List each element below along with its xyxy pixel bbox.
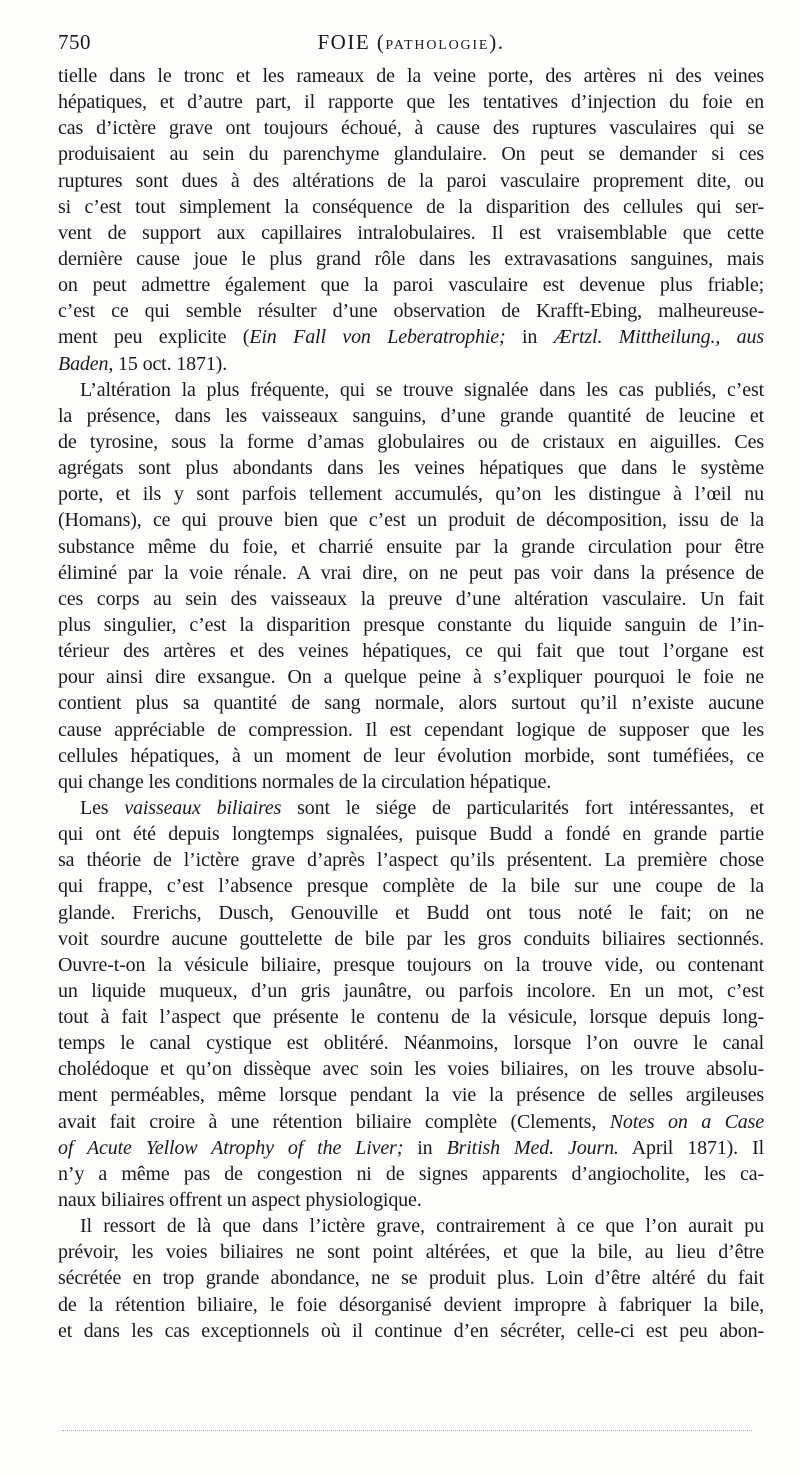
text-line	[58, 481, 764, 507]
text-segment: c’est ce qui semble résulter d’une observation de Krafft-Ebing, malheureuse-	[58, 300, 764, 323]
italic-segment: of Acute Yellow Atrophy of the Liver;	[58, 1136, 404, 1159]
text-segment: plus singulier, c’est la disparition presque constante du liquide sanguin de l’in-	[58, 613, 764, 636]
text-segment: ment perméables, même lorsque pendant la vie la présence de selles argileuses	[58, 1084, 764, 1107]
italic-segment: vaisseaux biliaires	[124, 796, 282, 819]
text-line	[58, 900, 764, 926]
text-segment: Les	[80, 796, 125, 819]
text-line	[58, 1292, 764, 1318]
text-line	[58, 194, 764, 220]
running-title-main: FOIE (	[317, 30, 386, 54]
text-segment: qui ont été depuis longtemps signalées, puisque Budd a fondé en grande partie	[58, 823, 764, 846]
text-line	[58, 507, 764, 533]
text-segment: ruptures sont dues à des altérations de la paroi vasculaire proprement dite, ou	[58, 169, 764, 192]
text-segment: in	[403, 1136, 447, 1159]
text-segment: hépatiques, et d’autre part, il rapporte que les tentatives d’injection du foie en	[58, 91, 764, 114]
text-line	[58, 115, 764, 141]
text-line	[58, 1318, 764, 1344]
body-text	[58, 63, 764, 1344]
text-line	[58, 873, 764, 899]
text-line	[58, 403, 764, 429]
text-line	[58, 534, 764, 560]
text-line	[58, 89, 764, 115]
text-line	[58, 1109, 764, 1135]
text-segment: sont le siége de particularités fort intéressantes, et	[281, 796, 764, 819]
text-segment: térieur des artères et des veines hépatiques, ce qui fait que tout l’organe est	[58, 640, 764, 663]
text-line	[58, 220, 764, 246]
text-line	[58, 298, 764, 324]
text-segment: temps le canal cystique est oblitéré. Néanmoins, lorsque l’on ouvre le canal	[58, 1032, 764, 1055]
text-line	[58, 717, 764, 743]
text-line	[58, 847, 764, 873]
text-segment: agrégats sont plus abondants dans les veines hépatiques que dans le système	[58, 457, 764, 480]
text-line	[58, 246, 764, 272]
text-segment: éliminé par la voie rénale. A vrai dire, on ne peut pas voir dans la présence de	[58, 561, 764, 584]
running-title	[58, 30, 764, 55]
text-line	[58, 821, 764, 847]
text-line	[58, 1187, 764, 1213]
text-segment: cause appréciable de compression. Il est cependant logique de supposer que les	[58, 718, 764, 741]
text-segment: si c’est tout simplement la conséquence de la disparition des cellules qui ser-	[58, 195, 764, 218]
footer-rule	[62, 1430, 752, 1433]
text-line	[58, 324, 764, 350]
text-segment: n’y a même pas de congestion ni de signes apparents d’angiocholite, les ca-	[58, 1162, 764, 1185]
text-line	[58, 1265, 764, 1291]
italic-segment: Ærtzl. Mittheilung., aus	[553, 326, 764, 349]
running-title-end: ).	[489, 30, 505, 54]
text-segment: on peut admettre également que la paroi vasculaire est devenue plus friable;	[58, 274, 764, 297]
text-segment: ment peu explicite (	[58, 326, 250, 349]
text-segment: la présence, dans les vaisseaux sanguins, d’une grande quantité de leucine et	[58, 404, 764, 427]
text-segment: produisaient au sein du parenchyme glandulaire. On peut se demander si ces	[58, 143, 764, 166]
text-segment: prévoir, les voies biliaires ne sont point altérées, et que la bile, au lieu d’être	[58, 1241, 764, 1264]
text-line	[58, 351, 764, 377]
text-line	[58, 1004, 764, 1030]
text-segment: glande. Frerichs, Dusch, Genouville et Budd ont tous noté le fait; on ne	[58, 901, 764, 924]
text-line	[58, 168, 764, 194]
text-segment: tielle dans le tronc et les rameaux de la veine porte, des artères ni des veines	[58, 65, 764, 87]
text-line	[58, 664, 764, 690]
text-segment: 15 oct. 1871).	[113, 352, 228, 375]
text-line	[58, 429, 764, 455]
italic-segment: Ein Fall von Leberatrophie;	[249, 326, 506, 349]
text-segment: voit sourdre aucune gouttelette de bile par les gros conduits biliaires sectionnés.	[58, 927, 764, 950]
text-line	[58, 1030, 764, 1056]
text-segment: Il ressort de là que dans l’ictère grave, contrairement à ce que l’on aurait pu	[80, 1215, 764, 1238]
text-line	[58, 978, 764, 1004]
text-line	[58, 377, 764, 403]
text-segment: de la rétention biliaire, le foie désorganisé devient impropre à fabriquer la bile,	[58, 1293, 764, 1316]
text-line	[58, 690, 764, 716]
page-header	[58, 30, 764, 62]
text-segment: sécrétée en trop grande abondance, ne se produit plus. Loin d’être altéré du fait	[58, 1267, 764, 1290]
text-line	[58, 560, 764, 586]
text-line	[58, 1239, 764, 1265]
text-segment: in	[505, 326, 554, 349]
text-line	[58, 612, 764, 638]
text-segment: L’altération la plus fréquente, qui se trouve signalée dans les cas publiés, c’est	[80, 378, 764, 401]
italic-segment: Notes on a Case	[609, 1110, 764, 1133]
text-segment: tout à fait l’aspect que présente le contenu de la vésicule, lorsque depuis long-	[58, 1006, 764, 1029]
text-segment: vent de support aux capillaires intralobulaires. Il est vraisemblable que cette	[58, 221, 764, 244]
page-number: 750	[58, 30, 91, 54]
text-line	[58, 1135, 764, 1161]
text-line	[58, 743, 764, 769]
italic-segment: Baden,	[58, 352, 114, 375]
text-line	[58, 1056, 764, 1082]
text-segment: sa théorie de l’ictère grave d’après l’aspect qu’ils présentent. La première chose	[58, 849, 764, 872]
italic-segment: British Med. Journ.	[446, 1136, 619, 1159]
text-line	[58, 586, 764, 612]
text-segment: contient plus sa quantité de sang normale, alors surtout qu’il n’existe aucune	[58, 692, 764, 715]
text-segment: qui frappe, c’est l’absence presque complète de la bile sur une coupe de la	[58, 875, 764, 898]
text-segment: porte, et ils y sont parfois tellement accumulés, qu’on les distingue à l’œil nu	[58, 483, 764, 506]
text-line	[58, 795, 764, 821]
running-title-subject: PATHOLOGIE	[385, 38, 490, 53]
text-line	[58, 455, 764, 481]
text-segment: April 1871). Il	[618, 1136, 764, 1159]
text-line	[58, 63, 764, 89]
text-segment: un liquide muqueux, d’un gris jaunâtre, ou parfois incolore. En un mot, c’est	[58, 979, 764, 1002]
text-line	[58, 1161, 764, 1187]
text-line	[58, 141, 764, 167]
text-segment: ces corps au sein des vaisseaux la preuve d’une altération vasculaire. Un fait	[58, 587, 764, 610]
text-line	[58, 952, 764, 978]
text-segment: naux biliaires offrent un aspect physiologique.	[58, 1189, 422, 1212]
text-segment: cholédoque et qu’on dissèque avec soin les voies biliaires, on les trouve absolu-	[58, 1058, 764, 1081]
text-line	[58, 272, 764, 298]
text-segment: (Homans), ce qui prouve bien que c’est un produit de décomposition, issu de la	[58, 509, 764, 532]
text-line	[58, 1213, 764, 1239]
text-line	[58, 638, 764, 664]
text-segment: pour ainsi dire exsangue. On a quelque peine à s’expliquer pourquoi le foie ne	[58, 666, 764, 689]
text-segment: dernière cause joue le plus grand rôle dans les extravasations sanguines, mais	[58, 247, 764, 270]
text-segment: de tyrosine, sous la forme d’amas globulaires ou de cristaux en aiguilles. Ces	[58, 430, 764, 453]
text-segment: cellules hépatiques, à un moment de leur évolution morbide, sont tuméfiées, ce	[58, 744, 764, 767]
text-segment: Ouvre-t-on la vésicule biliaire, presque toujours on la trouve vide, ou contenant	[58, 953, 764, 976]
text-segment: et dans les cas exceptionnels où il continue d’en sécréter, celle-ci est peu abon-	[58, 1319, 764, 1342]
text-line	[58, 1082, 764, 1108]
text-segment: qui change les conditions normales de la circulation hépatique.	[58, 770, 552, 793]
text-segment: substance même du foie, et charrié ensuite par la grande circulation pour être	[58, 535, 764, 558]
text-line	[58, 926, 764, 952]
text-segment: avait fait croire à une rétention biliaire complète (Clements,	[58, 1110, 610, 1133]
text-segment: cas d’ictère grave ont toujours échoué, à cause des ruptures vasculaires qui se	[58, 117, 764, 140]
text-line	[58, 769, 764, 795]
